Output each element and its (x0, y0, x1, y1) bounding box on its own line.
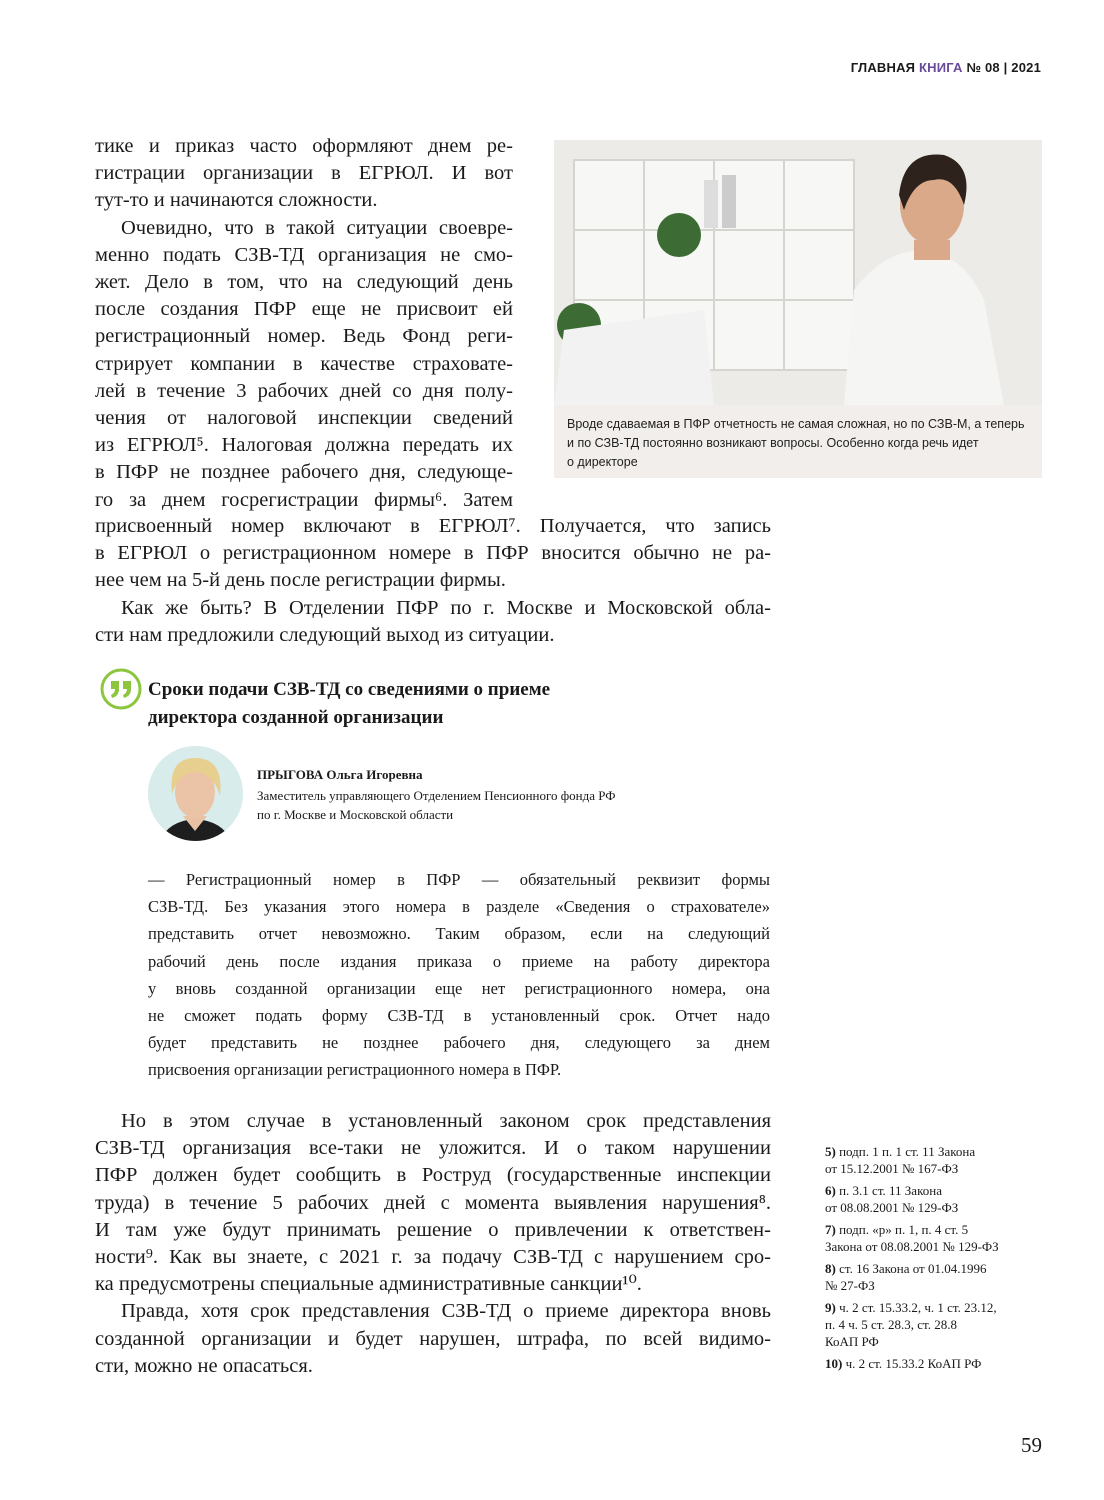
brand-name: ГЛАВНАЯ (850, 60, 916, 75)
text-line: го за днем госрегистрации фирмы⁶. Затем (95, 488, 513, 511)
text-line: нее чем на 5-й день после регистрации фирмы. (95, 569, 506, 592)
text-line: И там уже будут принимать решение о привлечении к ответствен- (95, 1218, 771, 1241)
body-text-top (95, 133, 513, 514)
text-line: тике и приказ часто оформляют днем ре- (95, 135, 513, 157)
expert-role-line: Заместитель управляющего Отделением Пенсионного фонда РФ (257, 788, 616, 803)
footnote: 9) ч. 2 ст. 15.33.2, ч. 1 ст. 23.12, п. 4 ч. 5 ст. 28.3, ст. 28.8 КоАП РФ (825, 1300, 997, 1349)
text-line: СЗВ-ТД организация все-таки не уложится. И о таком нарушении (95, 1137, 771, 1160)
expert-role-line: по г. Москве и Московской области (257, 807, 454, 822)
quote-title-line: директора созданной организации (148, 707, 444, 728)
text-line: присвоения организации регистрационного номера в ПФР. (148, 1060, 562, 1080)
caption-line: Вроде сдаваемая в ПФР отчетность не самая сложная, но по СЗВ-М, а теперь (567, 417, 1025, 431)
text-line: тут-то и начинаются сложности. (95, 189, 378, 212)
body-text-mid (95, 513, 771, 649)
text-line: созданной организации и будет нарушен, штрафа, по всей видимо- (95, 1327, 771, 1350)
text-line: — Регистрационный номер в ПФР — обязательный реквизит формы (148, 870, 770, 889)
footnote: 6) п. 3.1 ст. 11 Закона от 08.08.2001 № 129-ФЗ (825, 1183, 959, 1215)
text-line: из ЕГРЮЛ⁵. Налоговая должна передать их (95, 434, 513, 457)
expert-name: ПРЫГОВА Ольга Игоревна (257, 767, 423, 782)
text-line: сти, можно не опасаться. (95, 1354, 313, 1377)
text-line: ка предусмотрены специальные административные санкции¹⁰. (95, 1273, 642, 1296)
text-line: Правда, хотя срок представления СЗВ-ТД о приеме директора вновь (121, 1300, 771, 1323)
text-line: ности⁹. Как вы знаете, с 2021 г. за подачу СЗВ-ТД с нарушением сро- (95, 1246, 771, 1269)
text-line: рабочий день после издания приказа о приеме на работу директора (148, 951, 770, 971)
text-line: Очевидно, что в такой ситуации своевре- (121, 216, 513, 239)
expert-role (257, 786, 616, 824)
body-text-bottom (95, 1108, 771, 1380)
text-line: СЗВ-ТД. Без указания этого номера в разделе «Сведения о страхователе» (148, 897, 770, 917)
quote-title (148, 676, 550, 732)
footnote: 5) подп. 1 п. 1 ст. 11 Закона от 15.12.2001 № 167-ФЗ (825, 1144, 976, 1176)
text-line: жет. Дело в том, что на следующий день (95, 271, 513, 294)
expert-avatar (148, 746, 243, 841)
quote-text (148, 866, 770, 1084)
text-line: у вновь созданной организации еще нет регистрационного номера, она (148, 978, 770, 998)
caption-line: о директоре (567, 455, 638, 469)
magazine-header (851, 60, 1041, 75)
text-line: присвоенный номер включают в ЕГРЮЛ⁷. Получается, что запись (95, 515, 771, 537)
text-line: не сможет подать форму СЗВ-ТД в установленный срок. Отчет надо (148, 1006, 770, 1026)
text-line: чения от налоговой инспекции сведений (95, 407, 513, 430)
text-line: в ПФР не позднее рабочего дня, следующе- (95, 461, 513, 484)
brand-name-accent: КНИГА (919, 60, 963, 75)
text-line: Но в этом случае в установленный законом срок представления (121, 1110, 771, 1132)
page-number: 59 (1021, 1433, 1042, 1457)
text-line: представить отчет невозможно. Таким образом, если на следующий (148, 924, 770, 944)
quote-title-line: Сроки подачи СЗВ-ТД со сведениями о приеме (148, 679, 551, 700)
text-line: менно подать СЗВ-ТД организация не смо- (95, 243, 513, 266)
footnote: 8) ст. 16 Закона от 01.04.1996 № 27-ФЗ (825, 1261, 987, 1293)
text-line: после создания ПФР еще не присвоит ей (95, 298, 513, 321)
text-line: Как же быть? В Отделении ПФР по г. Москве и Московской обла- (121, 596, 771, 619)
text-line: лей в течение 3 рабочих дней со дня полу- (95, 379, 513, 402)
text-line: гистрации организации в ЕГРЮЛ. И вот (95, 162, 513, 185)
footnote: 7) подп. «р» п. 1, п. 4 ст. 5 Закона от 08.08.2001 № 129-ФЗ (825, 1222, 999, 1254)
text-line: сти нам предложили следующий выход из ситуации. (95, 623, 555, 646)
text-line: стрирует компании в качестве страховате- (95, 352, 513, 375)
issue-number: № 08 | 2021 (966, 60, 1041, 75)
text-line: ПФР должен будет сообщить в Роструд (государственные инспекции (95, 1164, 771, 1187)
text-line: регистрационный номер. Ведь Фонд реги- (95, 325, 513, 348)
footnote: 10) ч. 2 ст. 15.33.2 КоАП РФ (825, 1356, 982, 1371)
office-man-photo (554, 140, 1042, 405)
text-line: будет представить не позднее рабочего дня, следующего за днем (148, 1033, 770, 1053)
text-line: труда) в течение 5 рабочих дней с момента выявления нарушения⁸. (95, 1191, 771, 1214)
quote-icon (100, 668, 142, 710)
photo-caption (554, 405, 1042, 478)
footnotes (825, 1143, 1045, 1377)
text-line: в ЕГРЮЛ о регистрационном номере в ПФР вносится обычно не ра- (95, 542, 771, 565)
caption-line: и по СЗВ-ТД постоянно возникают вопросы. Особенно когда речь идет (567, 436, 979, 450)
